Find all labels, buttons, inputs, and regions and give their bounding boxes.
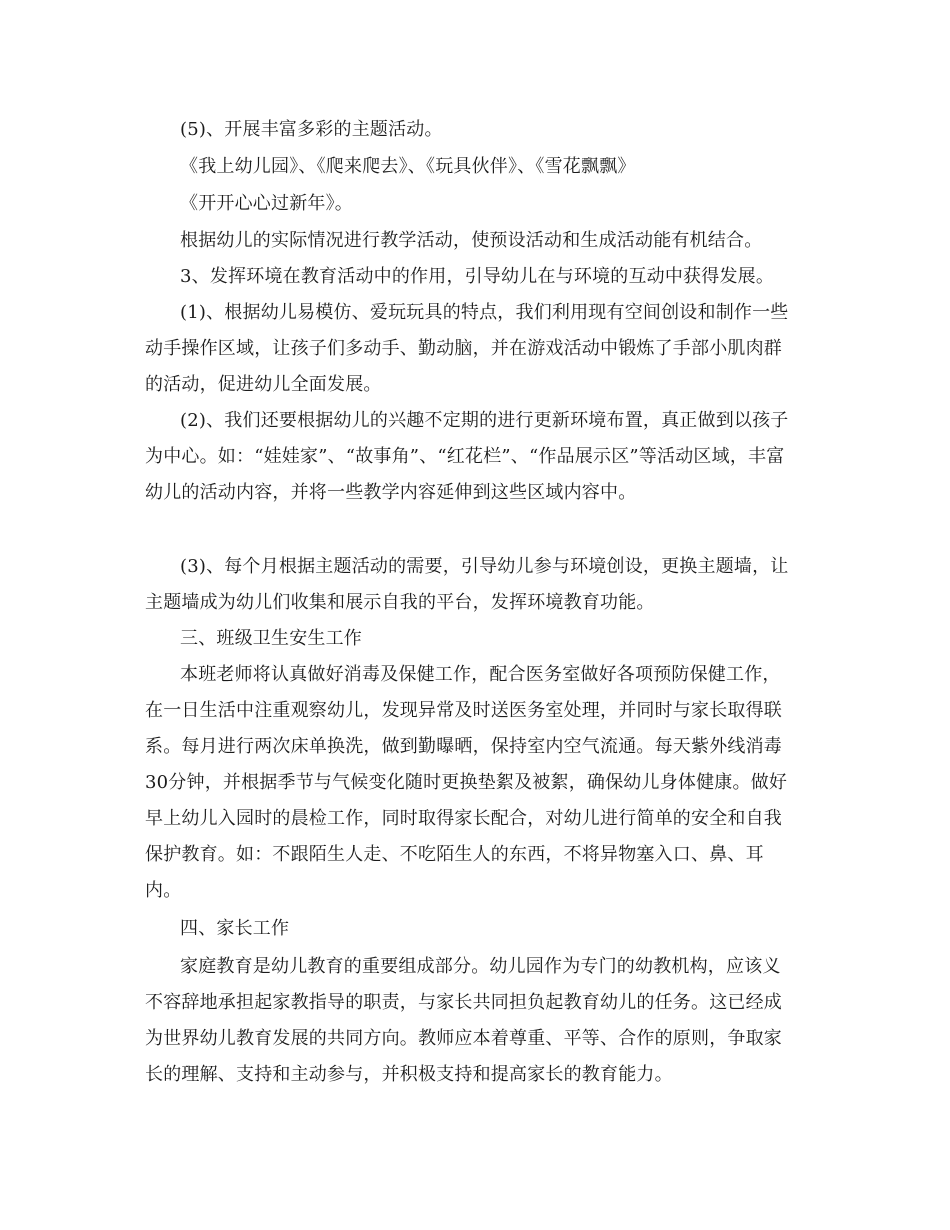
text-line: 《开开心心过新年》。 (180, 193, 353, 214)
text-line: 为中心。如：“娃娃家”、“故事角”、“红花栏”、“作品展示区”等活动区域，丰富 (145, 446, 785, 467)
text-line: 根据幼儿的实际情况进行教学活动，使预设活动和生成活动能有机结合。 (180, 230, 763, 251)
text-line: 系。每月进行两次床单换洗，做到勤曝晒，保持室内空气流通。每天紫外线消毒 (145, 736, 782, 757)
text-line: 动手操作区域，让孩子们多动手、勤动脑，并在游戏活动中锻炼了手部小肌肉群 (145, 338, 782, 359)
text-line: 家庭教育是幼儿教育的重要组成部分。幼儿园作为专门的幼教机构，应该义 (180, 956, 781, 977)
text-line: 长的理解、支持和主动参与，并积极支持和提高家长的教育能力。 (145, 1064, 673, 1085)
text-line: 3、发挥环境在教育活动中的作用，引导幼儿在与环境的互动中获得发展。 (180, 266, 775, 287)
text-line: (3)、每个月根据主题活动的需要，引导幼儿参与环境创设，更换主题墙，让 (180, 556, 789, 577)
text-line: 内。 (145, 880, 182, 901)
text-line: (5)、开展丰富多彩的主题活动。 (180, 119, 443, 140)
text-line: (2)、我们还要根据幼儿的兴趣不定期的进行更新环境布置，真正做到以孩子 (180, 410, 789, 431)
text-line: 《我上幼儿园》、《爬来爬去》、《玩具伙伴》、《雪花飘飘》 (180, 156, 636, 177)
section-heading: 四、家长工作 (180, 918, 290, 939)
text-line: 在一日生活中注重观察幼儿，发现异常及时送医务室处理，并同时与家长取得联 (145, 700, 782, 721)
text-line: 幼儿的活动内容，并将一些教学内容延伸到这些区域内容中。 (145, 482, 637, 503)
section-heading: 三、班级卫生安生工作 (180, 628, 362, 649)
text-line: 不容辞地承担起家教指导的职责，与家长共同担负起教育幼儿的任务。这已经成 (145, 992, 782, 1013)
text-line: 30分钟，并根据季节与气候变化随时更换垫絮及被絮，确保幼儿身体健康。做好 (145, 772, 788, 793)
text-line: 早上幼儿入园时的晨检工作，同时取得家长配合，对幼儿进行简单的安全和自我 (145, 808, 782, 829)
text-line: 保护教育。如：不跟陌生人走、不吃陌生人的东西，不将异物塞入口、鼻、耳 (145, 844, 764, 865)
text-line: 的活动，促进幼儿全面发展。 (145, 374, 382, 395)
text-line: 本班老师将认真做好消毒及保健工作，配合医务室做好各项预防保健工作， (180, 664, 781, 685)
text-line: 主题墙成为幼儿们收集和展示自我的平台，发挥环境教育功能。 (145, 592, 655, 613)
text-line: 为世界幼儿教育发展的共同方向。教师应本着尊重、平等、合作的原则，争取家 (145, 1028, 782, 1049)
text-line: (1)、根据幼儿易模仿、爱玩玩具的特点，我们利用现有空间创设和制作一些 (180, 302, 789, 323)
